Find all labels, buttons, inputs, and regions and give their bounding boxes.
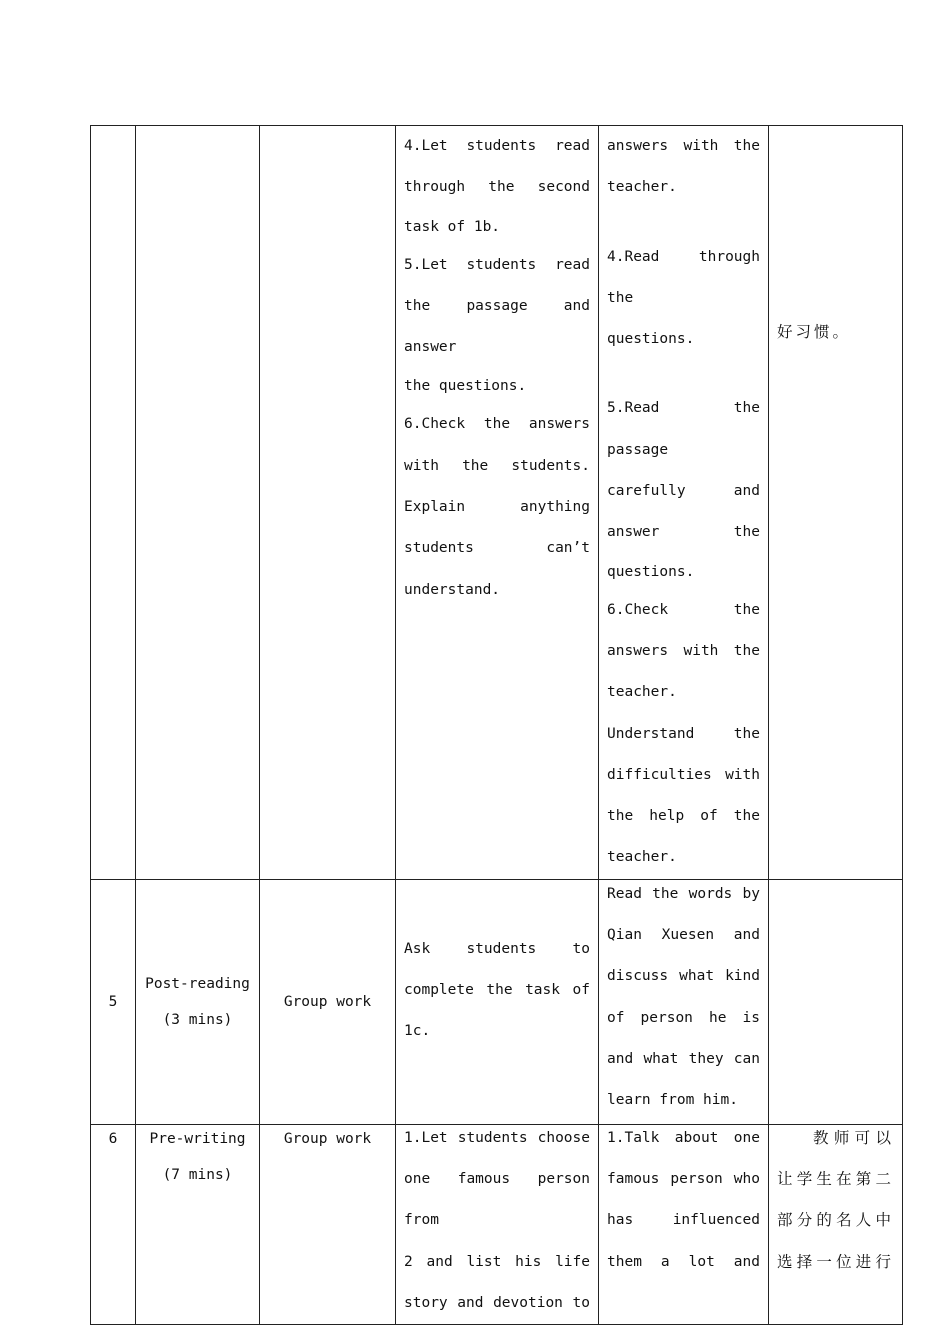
text-line: and what they can: [607, 1050, 760, 1067]
text-line: the passage and answer: [404, 297, 590, 356]
table-row-6: [91, 1124, 903, 1324]
table-row-5: [91, 879, 903, 1124]
interaction-form: Group work: [283, 993, 372, 1010]
text-line: 6.Check the: [607, 601, 760, 618]
step-cell: [91, 879, 136, 1124]
step-cell: [91, 1124, 136, 1324]
text-line: answers with the: [607, 642, 760, 659]
step-cell: [91, 126, 136, 880]
form-cell: [260, 1124, 396, 1324]
text-line: answer the: [607, 524, 760, 541]
text-line: teacher.: [607, 849, 677, 866]
text-line: 5.Let students read: [404, 256, 590, 273]
text-line: questions.: [607, 563, 695, 580]
table-row-continued: [91, 126, 903, 880]
purpose-text: 好习惯。: [777, 323, 852, 341]
purpose-cell: [769, 879, 903, 1124]
text-line: one famous person from: [404, 1171, 590, 1229]
text-line: carefully and: [607, 483, 760, 500]
stage-name: Post-reading: [145, 975, 250, 992]
purpose-cell: [769, 126, 903, 880]
text-line: story and devotion to: [404, 1294, 590, 1311]
text-line: them a lot and: [607, 1253, 760, 1270]
text-line: difficulties with: [607, 766, 760, 783]
text-line: complete the task of: [404, 982, 590, 999]
text-line: teacher.: [607, 684, 677, 701]
text-line: 选择一位进行: [777, 1252, 894, 1271]
text-line: students can’t: [404, 540, 590, 557]
text-line: 1.Let students choose: [404, 1129, 590, 1146]
text-line: famous person who: [607, 1171, 760, 1188]
teacher-activity-cell: [396, 1124, 599, 1324]
text-line: through the second: [404, 179, 590, 196]
text-line: discuss what kind: [607, 968, 760, 985]
text-line: has influenced: [607, 1212, 760, 1229]
step-number: 5: [108, 993, 118, 1010]
text-line: Qian Xuesen and: [607, 927, 760, 944]
form-cell: [260, 879, 396, 1124]
text-line: 2 and list his life: [404, 1253, 590, 1270]
stage-cell: [136, 1124, 260, 1324]
teacher-item-6: [404, 404, 590, 610]
text-line: 部分的名人中: [777, 1211, 894, 1230]
text-line: 4.Let students read: [404, 138, 590, 154]
text-line: 让学生在第二: [777, 1170, 894, 1189]
teacher-item-4: [404, 126, 590, 245]
text-line: 4.Read through the: [607, 248, 760, 306]
text-line: the questions.: [404, 378, 527, 395]
text-line: Read the words by: [607, 885, 760, 902]
teacher-item-5: [404, 245, 590, 405]
text-line: 教师可以: [813, 1128, 894, 1147]
student-activity-cell: [599, 126, 769, 880]
text-line: 1c.: [404, 1023, 431, 1040]
text-line: learn from him.: [607, 1092, 738, 1109]
student-activity-cell: [599, 1124, 769, 1324]
stage-duration: (3 mins): [162, 1011, 233, 1028]
student-activity-cell: [599, 879, 769, 1124]
teacher-activity-cell: [396, 879, 599, 1124]
text-line: understand.: [404, 581, 501, 598]
text-line: 5.Read the passage: [607, 400, 760, 458]
stage-cell: [136, 126, 260, 880]
text-line: Explain anything: [404, 499, 590, 516]
lesson-plan-table: [90, 125, 903, 1325]
text-line: questions.: [607, 331, 695, 348]
text-line: the help of the: [607, 808, 760, 825]
form-cell: [260, 126, 396, 880]
text-line: 1.Talk about one: [607, 1129, 760, 1146]
step-number: 6: [108, 1130, 118, 1147]
text-line: Understand the: [607, 725, 760, 742]
text-line: of person he is: [607, 1009, 760, 1026]
text-line: 6.Check the answers: [404, 416, 590, 433]
text-line: task of 1b.: [404, 218, 501, 235]
stage-cell: [136, 879, 260, 1124]
text-line: teacher.: [607, 179, 677, 196]
text-line: answers with the: [607, 138, 760, 154]
interaction-form: Group work: [283, 1130, 372, 1147]
text-line: with the students.: [404, 457, 590, 474]
teacher-activity-cell: [396, 126, 599, 880]
stage-name: Pre-writing: [149, 1130, 246, 1147]
text-line: Ask students to: [404, 940, 590, 957]
purpose-cell: [769, 1124, 903, 1324]
stage-duration: (7 mins): [162, 1166, 233, 1183]
